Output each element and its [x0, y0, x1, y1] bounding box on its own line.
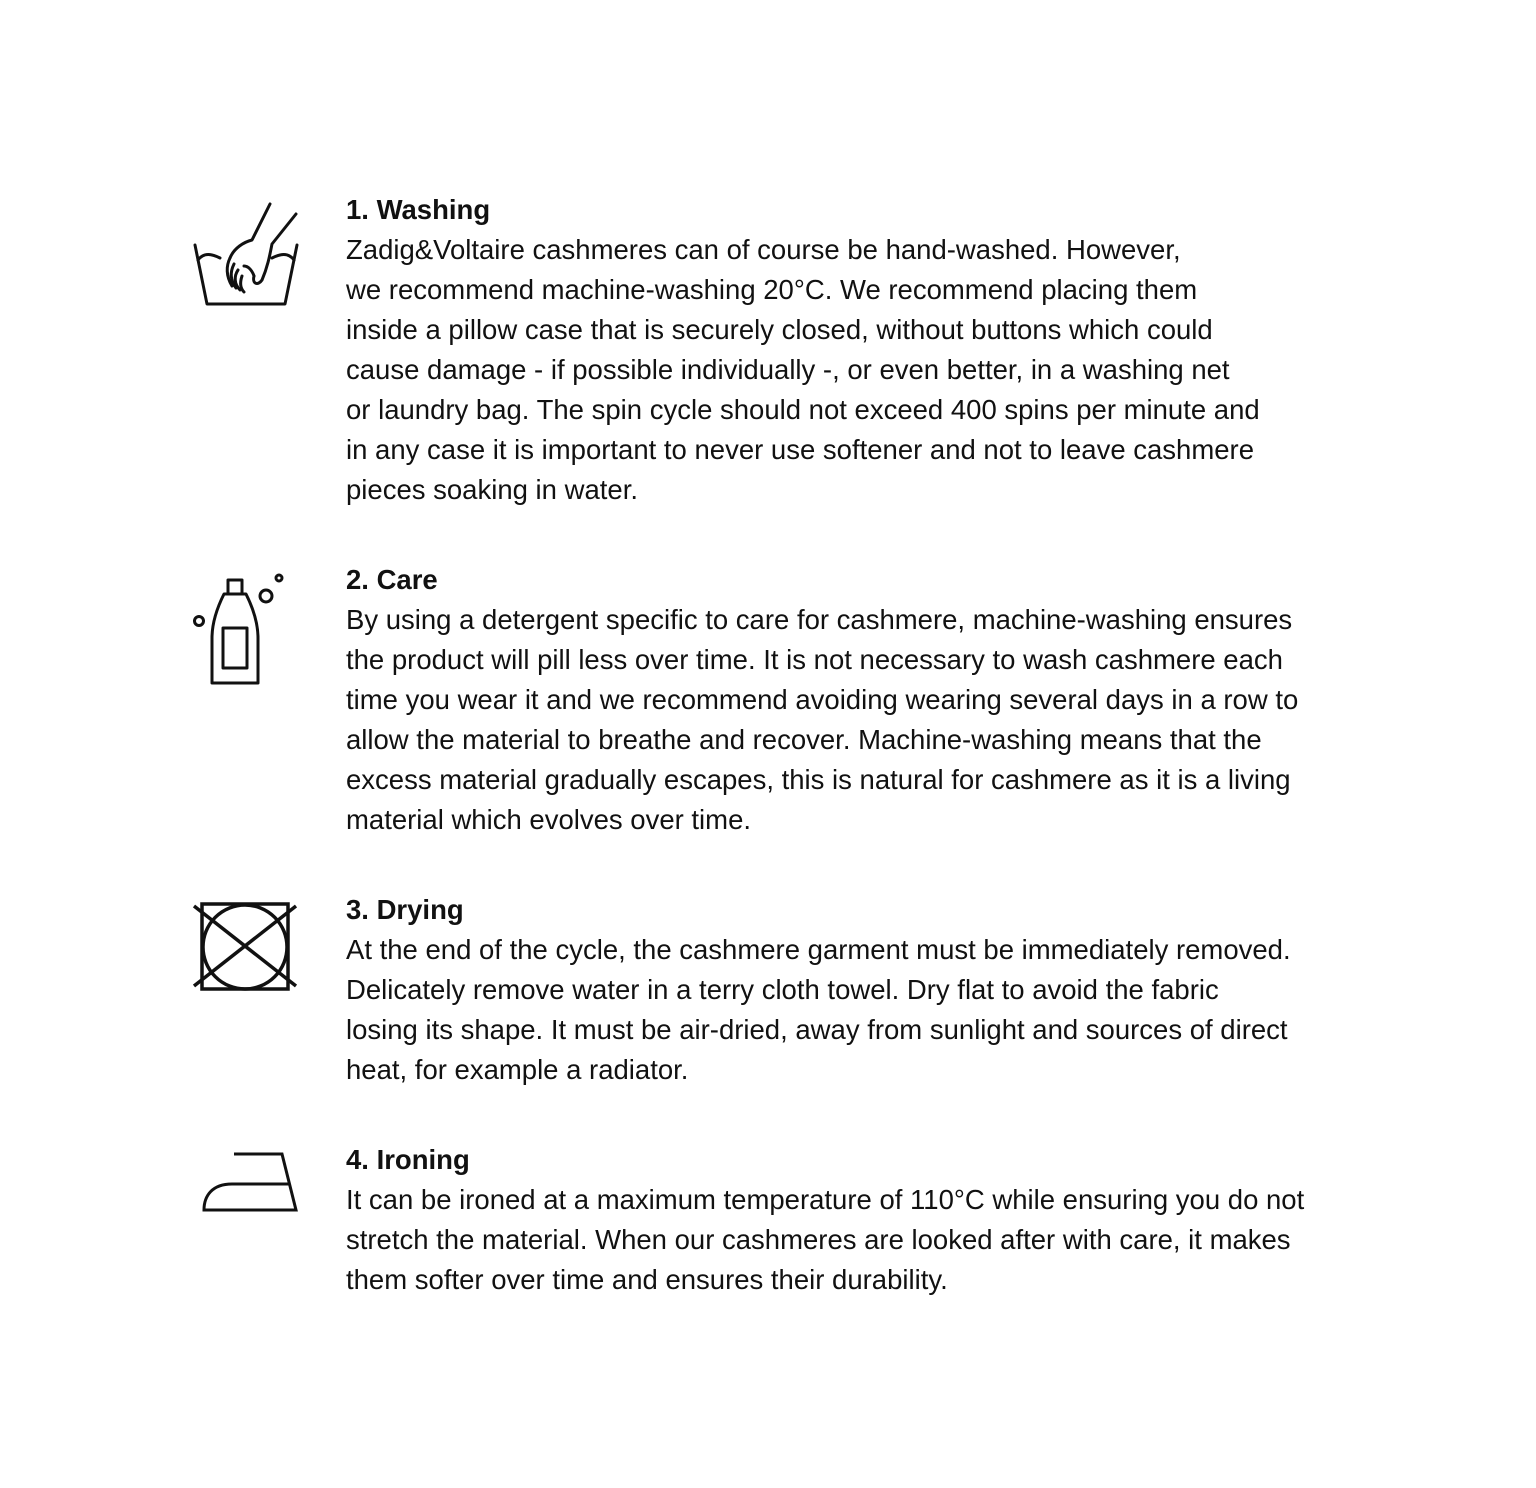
do-not-tumble-dry-icon — [190, 900, 302, 992]
detergent-bottle-icon — [190, 568, 302, 698]
paragraph-line: allow the material to breathe and recover. Machine-washing means that the — [346, 724, 1262, 755]
paragraph-line: inside a pillow case that is securely closed, without buttons which could — [346, 314, 1213, 345]
section-text — [346, 1140, 1466, 1300]
paragraph-line: material which evolves over time. — [346, 804, 752, 835]
paragraph-line: Delicately remove water in a terry cloth towel. Dry flat to avoid the fabric — [346, 974, 1219, 1005]
paragraph-line: heat, for example a radiator. — [346, 1054, 689, 1085]
paragraph-line: Zadig&Voltaire cashmeres can of course be hand-washed. However, — [346, 234, 1181, 265]
paragraph-line: cause damage - if possible individually -, or even better, in a washing net — [346, 354, 1230, 385]
paragraph-line: in any case it is important to never use softener and not to leave cashmere — [346, 434, 1254, 465]
paragraph-line: stretch the material. When our cashmeres are looked after with care, it makes — [346, 1224, 1291, 1255]
section-title: 2. Care — [346, 564, 438, 595]
section-title: 4. Ironing — [346, 1144, 470, 1175]
paragraph-line: excess material gradually escapes, this is natural for cashmere as it is a living — [346, 764, 1291, 795]
paragraph-line: losing its shape. It must be air-dried, away from sunlight and sources of direct — [346, 1014, 1288, 1045]
hand-wash-icon — [190, 200, 302, 310]
paragraph-line: pieces soaking in water. — [346, 474, 638, 505]
paragraph-line: them softer over time and ensures their durability. — [346, 1264, 948, 1295]
section-title: 1. Washing — [346, 194, 491, 225]
paragraph-line: By using a detergent specific to care for cashmere, machine-washing ensures — [346, 604, 1293, 635]
section-text — [346, 560, 1466, 840]
paragraph-line: At the end of the cycle, the cashmere garment must be immediately removed. — [346, 934, 1291, 965]
paragraph-line: we recommend machine-washing 20°C. We recommend placing them — [346, 274, 1198, 305]
section-text — [346, 190, 1466, 510]
paragraph-line: It can be ironed at a maximum temperature of 110°C while ensuring you do not — [346, 1184, 1305, 1215]
paragraph-line: the product will pill less over time. It is not necessary to wash cashmere each — [346, 644, 1283, 675]
paragraph-line: or laundry bag. The spin cycle should not exceed 400 spins per minute and — [346, 394, 1260, 425]
section-text — [346, 890, 1466, 1090]
iron-icon — [190, 1150, 302, 1214]
paragraph-line: time you wear it and we recommend avoiding wearing several days in a row to — [346, 684, 1299, 715]
section-title: 3. Drying — [346, 894, 464, 925]
